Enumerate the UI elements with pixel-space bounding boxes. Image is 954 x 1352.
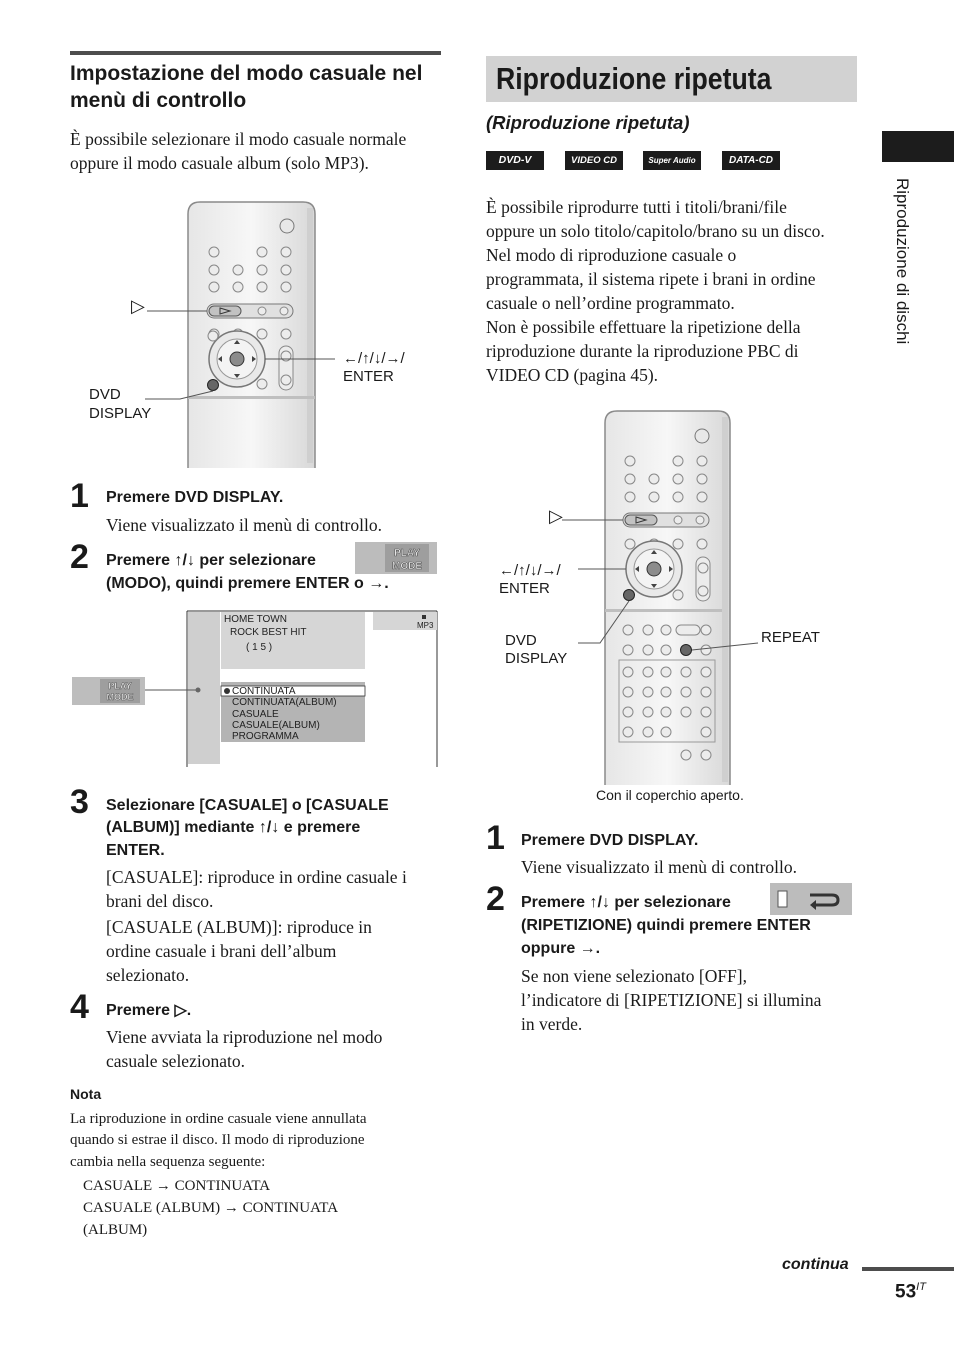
note-title: Nota: [70, 1086, 102, 1102]
enter-label: ENTER: [343, 368, 394, 385]
right-step-2-text-c: in verde.: [521, 1014, 583, 1034]
step-3-text-2b: ordine casuale i brani dell’album: [106, 941, 337, 961]
menu-option-casuale[interactable]: CASUALE: [232, 709, 279, 720]
remote-control-figure-1: [85, 196, 435, 471]
menu-line-3: ( 1 5 ): [246, 642, 273, 653]
step-3-text-2c: selezionato.: [106, 965, 190, 985]
intro-line-4: programmata, il sistema ripete i brani in ordine: [486, 269, 816, 289]
display-label: DISPLAY: [89, 405, 152, 422]
step-2-number: 2: [70, 538, 89, 576]
menu-mp3-label: MP3: [417, 621, 434, 630]
badge-super-audio-cd: Super Audio CD: [643, 151, 701, 170]
intro-line-7: riproduzione durante la riproduzione PBC di: [486, 341, 799, 361]
step-4-heading: Premere ▷.: [106, 1002, 192, 1019]
right-step-2-heading-line3: oppure →.: [521, 940, 601, 957]
badge-data-cd: DATA-CD: [722, 151, 780, 170]
repeat-icon: [770, 883, 852, 915]
badge-dvd-v: DVD-V: [486, 151, 544, 170]
intro-line-2: oppure un solo titolo/capitolo/brano su un disco.: [486, 221, 825, 241]
step-3-text-1a: [CASUALE]: riproduce in ordine casuale i: [106, 867, 407, 887]
step-3-number: 3: [70, 783, 89, 821]
side-tab-label: Riproduzione di dischi: [893, 178, 912, 345]
note-sequence-3: (ALBUM): [83, 1222, 148, 1238]
continua-label: continua: [782, 1256, 849, 1273]
step-3-heading-line3: ENTER.: [106, 842, 165, 859]
step-4-number: 4: [70, 988, 89, 1026]
arrows-label: ←/↑/↓/→/: [343, 350, 405, 367]
step-4-text-a: Viene avviata la riproduzione nel modo: [106, 1027, 383, 1047]
section-heading: Impostazione del modo casuale nel menù di controllo: [70, 62, 423, 112]
side-tab-marker: [882, 131, 954, 162]
right-step-2-heading-line2: (RIPETIZIONE) quindi premere ENTER: [521, 917, 811, 934]
intro-line-3: Nel modo di riproduzione casuale o: [486, 245, 737, 265]
right-step-1-number: 1: [486, 819, 505, 857]
step-1-heading: Premere DVD DISPLAY.: [106, 489, 284, 506]
figure-caption: Con il coperchio aperto.: [596, 787, 744, 803]
right-step-1-heading: Premere DVD DISPLAY.: [521, 832, 699, 849]
step-3-text-1b: brani del disco.: [106, 891, 214, 911]
menu-option-continuata[interactable]: CONTINUATA: [232, 686, 296, 697]
dvd-label: DVD: [89, 386, 121, 403]
enter-label-2: ENTER: [499, 580, 550, 597]
svg-text:PLAY: PLAY: [394, 548, 420, 559]
svg-text:MODE: MODE: [392, 561, 422, 572]
badge-video-cd: VIDEO CD: [565, 151, 623, 170]
intro-line-8: VIDEO CD (pagina 45).: [486, 365, 659, 385]
menu-option-casuale-album[interactable]: CASUALE(ALBUM): [232, 720, 320, 731]
svg-text:MODE: MODE: [106, 692, 134, 702]
repeat-label: REPEAT: [761, 629, 820, 646]
right-step-2-heading-line1: Premere ↑/↓ per selezionare: [521, 894, 731, 911]
play-symbol-label-2: ▷: [549, 506, 563, 526]
dvd-label-2: DVD: [505, 632, 537, 649]
right-step-2-number: 2: [486, 880, 505, 918]
menu-line-1: HOME TOWN: [224, 614, 287, 625]
step-3-text-2a: [CASUALE (ALBUM)]: riproduce in: [106, 917, 372, 937]
page-title: Riproduzione ripetuta: [496, 61, 772, 96]
page-number: $53^{IT}$: [895, 1281, 926, 1303]
play-mode-icon: [355, 542, 437, 574]
play-symbol-label: ▷: [131, 296, 145, 316]
step-2-heading-line2: (MODO), quindi premere ENTER o →.: [106, 575, 389, 592]
note-text-c: cambia nella sequenza seguente:: [70, 1154, 266, 1170]
right-step-2-text-b: l’indicatore di [RIPETIZIONE] si illumina: [521, 990, 822, 1010]
right-step-2-text-a: Se non viene selezionato [OFF],: [521, 966, 747, 986]
step-4-text-b: casuale selezionato.: [106, 1051, 245, 1071]
note-text-b: quando si estrae il disco. Il modo di riproduzione: [70, 1132, 365, 1148]
intro-line-5: casuale o nell’ordine programmato.: [486, 293, 735, 313]
page-subtitle: (Riproduzione ripetuta): [486, 112, 690, 133]
note-sequence-2: CASUALE (ALBUM) → CONTINUATA: [83, 1200, 339, 1216]
step-1-text: Viene visualizzato il menù di controllo.: [106, 515, 382, 535]
svg-text:PLAY: PLAY: [108, 681, 132, 691]
note-text-a: La riproduzione in ordine casuale viene annullata: [70, 1111, 367, 1127]
menu-option-programma[interactable]: PROGRAMMA: [232, 731, 299, 742]
step-2-heading-line1: Premere ↑/↓ per selezionare: [106, 552, 316, 569]
menu-line-2: ROCK BEST HIT: [230, 627, 307, 638]
step-3-heading-line1: Selezionare [CASUALE] o [CASUALE: [106, 797, 389, 814]
arrows-label-2: ←/↑/↓/→/: [499, 562, 561, 579]
menu-option-continuata-album[interactable]: CONTINUATA(ALBUM): [232, 697, 337, 708]
display-label-2: DISPLAY: [505, 650, 568, 667]
note-sequence-1: CASUALE → CONTINUATA: [83, 1178, 271, 1194]
right-step-1-text: Viene visualizzato il menù di controllo.: [521, 857, 797, 877]
step-1-number: 1: [70, 477, 89, 515]
step-3-heading-line2: (ALBUM)] mediante ↑/↓ e premere: [106, 819, 361, 836]
remote-control-figure-2: [500, 405, 850, 790]
continua-rule: [862, 1267, 954, 1271]
section-rule: [70, 51, 441, 55]
intro-text: È possibile selezionare il modo casuale normale oppure il modo casuale album (solo MP3).: [70, 129, 407, 173]
intro-line-1: È possibile riprodurre tutti i titoli/brani/file: [486, 197, 787, 217]
intro-line-6: Non è possibile effettuare la ripetizione della: [486, 317, 801, 337]
